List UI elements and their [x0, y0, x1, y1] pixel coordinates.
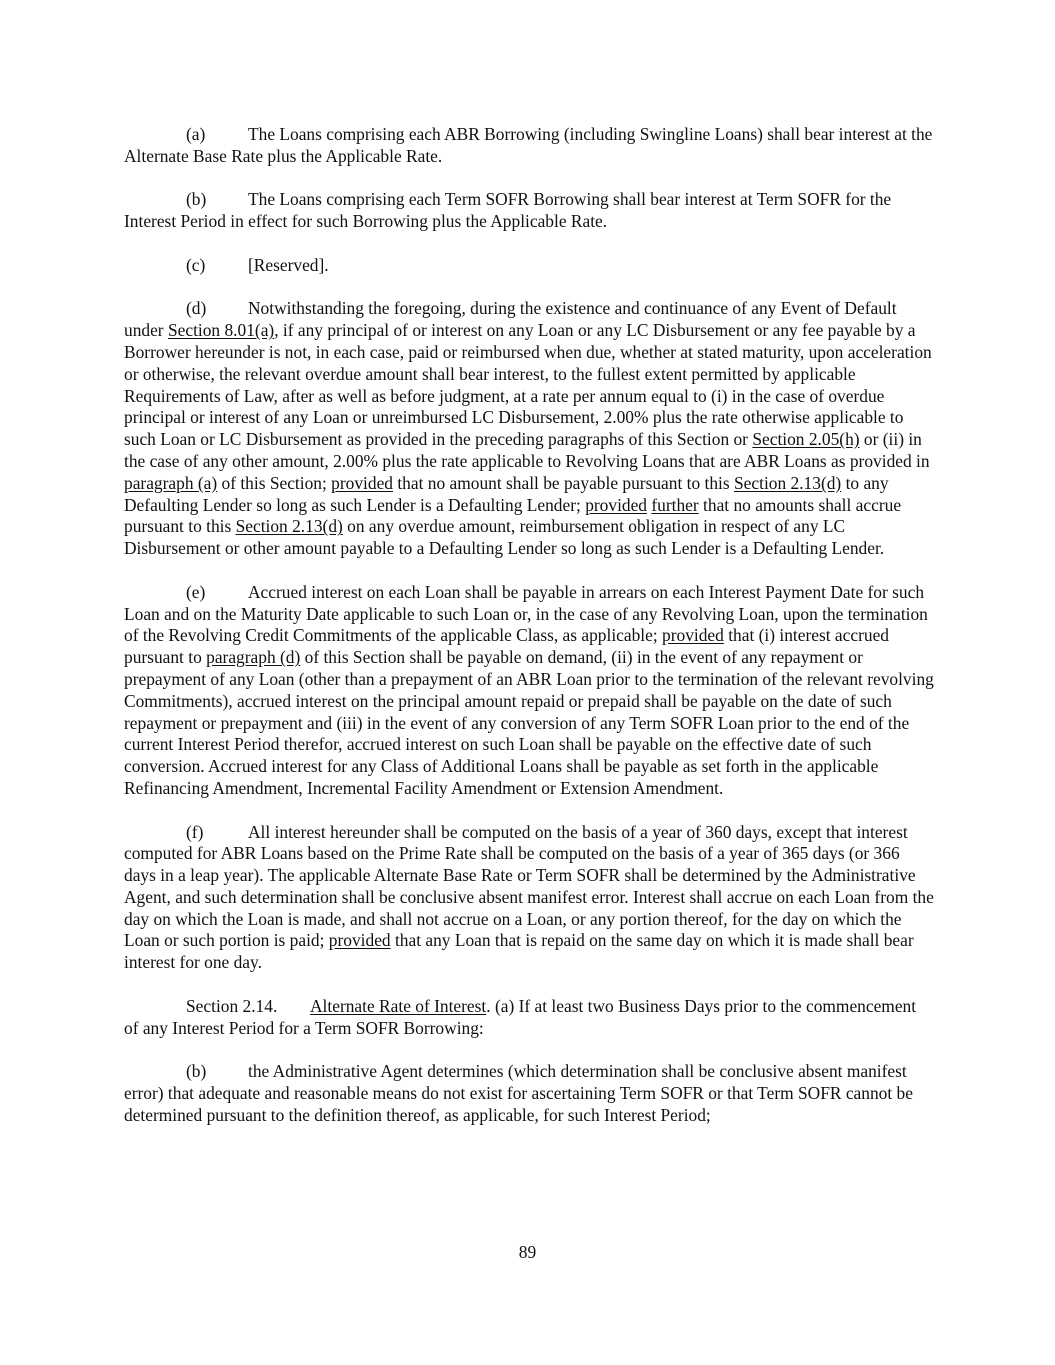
paragraph-f [124, 822, 934, 975]
paragraph-d-label: (d) [186, 298, 207, 319]
paragraph-b-text: The Loans comprising each Term SOFR Borrowing shall bear interest at Term SOFR for the Interest Period in effect for such Borrowing plus the Applicable Rate. [124, 189, 892, 232]
paragraph-e-text-2: that (i) interest accrued pursuant to [124, 625, 889, 668]
paragraph-e [124, 582, 934, 800]
section-2-14 [124, 996, 934, 1040]
paragraph-d-text-9: on any overdue amount, reimbursement obligation in respect of any LC Disbursement or other amount payable to a Defaulting Lender so long as such Lender is a Defaulting Lender. [124, 516, 885, 559]
paragraph-a-label: (a) [186, 124, 206, 144]
provided-term: provided [331, 472, 393, 493]
provided-term: provided [328, 930, 391, 951]
paragraph-e-text-1: Accrued interest on each Loan shall be payable in arrears on each Interest Payment Date for such Loan and on the Maturity Date applicable to such Loan or, in the case of any Revolving Loan, upon the termination of the Revolving Credit Commitments of the applicable Class, as applicable; [124, 581, 928, 646]
paragraph-a [124, 124, 934, 168]
section-8-01-a-link[interactable]: Section 8.01(a) [167, 320, 275, 341]
document-page [124, 124, 934, 1148]
page-number: 89 [518, 1242, 537, 1262]
section-2-14-b-label: (b) [186, 1061, 207, 1082]
paragraph-d [124, 298, 934, 560]
paragraph-a-link[interactable]: paragraph (a) [124, 472, 218, 493]
paragraph-e-text-3: of this Section shall be payable on demand, (ii) in the event of any repayment or prepayment of any Loan (other than a prepayment of an ABR Loan prior to the termination of the relevant revolving Commitments), accrued interest on the principal amount repaid or prepaid shall be payable on the date of such repayment or prepayment and (iii) in the event of any conversion of any Term SOFR Loan prior to the end of the current Interest Period therefor, accrued interest on such Loan shall be payable on the effective date of such conversion. Accrued interest for any Class of Additional Loans shall be payable as set forth in the applicable Refinancing Amendment, Incremental Facility Amendment or Extension Amendment. [124, 647, 934, 798]
section-2-13-d-link[interactable]: Section 2.13(d) [734, 472, 842, 493]
paragraph-d-text-5: that no amount shall be payable pursuant to this [393, 472, 734, 493]
paragraph-d-text-2: , if any principal of or interest on any Loan or any LC Disbursement or any fee payable by a Borrower hereunder is not, in each case, paid or reimbursed when due, whether at stated maturity, upon acceleration or otherwise, the relevant overdue amount shall bear interest, to the fullest extent permitted by applicable Requirements of Law, after as well as before judgment, at a rate per annum equal to (i) in the case of overdue principal or interest of any Loan or unreimbursed LC Disbursement, 2.00% plus the rate otherwise applicable to such Loan or LC Disbursement as provided in the preceding paragraphs of this Section or [124, 320, 932, 450]
paragraph-c-text: [Reserved]. [248, 254, 329, 275]
section-2-14-paragraph-b [124, 1061, 934, 1126]
section-2-14-b-text: the Administrative Agent determines (which determination shall be conclusive absent manifest error) that adequate and reasonable means do not exist for ascertaining Term SOFR or that Term SOFR cannot be determined pursuant to the definition thereof, as applicable, for such Interest Period; [124, 1061, 913, 1125]
provided-term: provided [585, 494, 648, 515]
paragraph-f-text-1: All interest hereunder shall be computed on the basis of a year of 360 days, except that interest computed for ABR Loans based on the Prime Rate shall be computed on the basis of a year of 365 days (or 366 days in a leap year). The applicable Alternate Base Rate or Term SOFR shall be determined by the Administrative Agent, and such determination shall be conclusive absent manifest error. Interest shall accrue on each Loan from the day on which the Loan is made, and shall not accrue on a Loan, or any portion thereof, for the day on which the Loan or such portion is paid; [124, 821, 934, 951]
section-2-05-h-link[interactable]: Section 2.05(h) [752, 429, 860, 450]
further-term: further [651, 494, 699, 515]
paragraph-d-link[interactable]: paragraph (d) [206, 647, 301, 668]
paragraph-b-label: (b) [186, 189, 207, 210]
section-2-13-d-link[interactable]: Section 2.13(d) [235, 516, 343, 537]
section-2-14-label: Section 2.14. [186, 995, 278, 1016]
paragraph-d-text-8: that no amounts shall accrue pursuant to this [124, 494, 902, 537]
paragraph-b [124, 189, 934, 233]
paragraph-e-label: (e) [186, 581, 206, 602]
paragraph-d-text-1: Notwithstanding the foregoing, during the existence and continuance of any Event of Default under [124, 298, 897, 341]
paragraph-d-text-4: of this Section; [217, 472, 332, 493]
paragraph-c [124, 255, 934, 277]
paragraph-d-text-3: or (ii) in the case of any other amount, 2.00% plus the rate applicable to Revolving Loans that are ABR Loans as provided in [124, 429, 930, 471]
section-2-14-title: Alternate Rate of Interest [310, 995, 487, 1016]
provided-term: provided [662, 625, 724, 646]
paragraph-d-text-6: to any Defaulting Lender so long as such Lender is a Defaulting Lender; [124, 472, 889, 515]
paragraph-f-text-2: that any Loan that is repaid on the same day on which it is made shall bear interest for one day. [124, 930, 914, 973]
paragraph-f-label: (f) [186, 821, 204, 842]
paragraph-a-text: The Loans comprising each ABR Borrowing (including Swingline Loans) shall bear interest at the Alternate Base Rate plus the Applicable Rate. [124, 124, 933, 166]
paragraph-c-label: (c) [186, 254, 206, 275]
section-2-14-text: . (a) If at least two Business Days prior to the commencement of any Interest Period for a Term SOFR Borrowing: [124, 995, 917, 1038]
